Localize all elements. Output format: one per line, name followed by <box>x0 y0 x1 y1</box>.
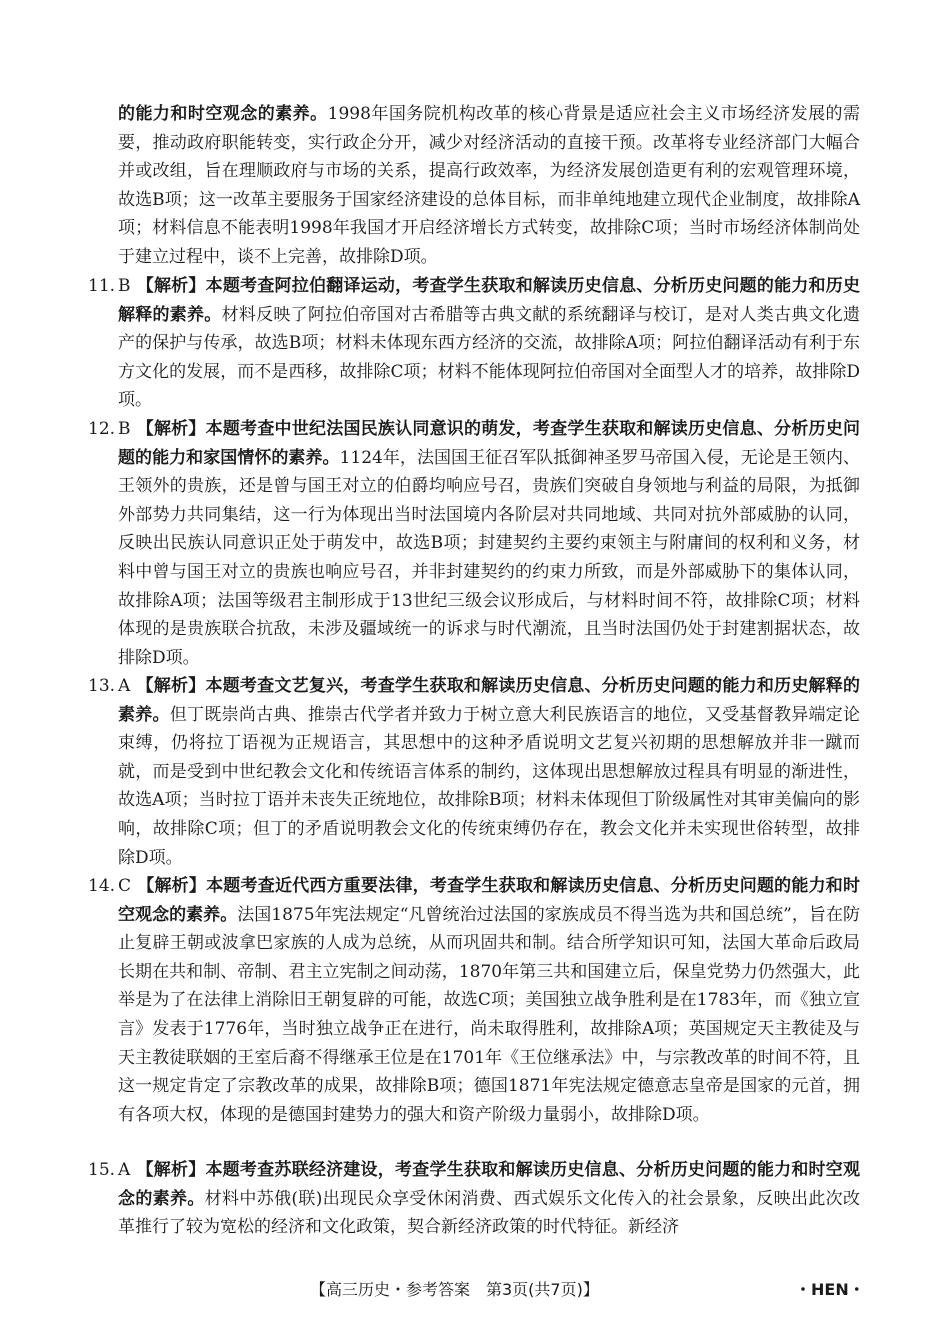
item-text: 材料中苏俄(联)出现民众享受休闲消费、西式娱乐文化传入的社会景象，反映出此次改革推行了较为宽松的经济和文化政策，契合新经济政策的时代特征。新经济 <box>118 1188 861 1238</box>
item-number: 14. <box>88 876 116 896</box>
item-text: 材料反映了阿拉伯帝国对古希腊等古典文献的系统翻译与校订，是对人类古典文化遗产的保护与传承，故选B项；材料未体现东西方经济的交流，故排除A项；阿拉伯翻译活动有利于东方文化的发展，而不是西移，故排除C项；材料不能体现阿拉伯帝国对全面型人才的培养，故排除D项。 <box>118 304 861 411</box>
intro-paragraph <box>118 100 860 272</box>
intro-text: 1998年国务院机构改革的核心背景是适应社会主义市场经济发展的需要，推动政府职能转变，实行政企分开，减少对经济活动的直接干预。改革将专业经济部门大幅合并或改组，旨在理顺政府与市场的关系，提高行政效率，为经济发展创造更有利的宏观管理环境，故选B项；这一改革主要服务于国家经济建设的总体目标，而非单纯地建立现代企业制度，故排除A项；材料信息不能表明1998年我国才开启经济增长方式转变，故排除C项；当时市场经济体制尚处于建立过程中，谈不上完善，故排除D项。 <box>118 104 861 267</box>
item-answer: B <box>118 276 131 296</box>
item-answer: C <box>118 876 132 896</box>
item-number: 13. <box>88 676 116 696</box>
answer-item-12 <box>88 415 860 672</box>
item-answer: B <box>118 419 131 439</box>
item-lead: 本题考查阿拉伯翻译运动，考查学生获取和解读历史信息、分析历史问题的能力和历史解释的素养。 <box>118 276 861 325</box>
intro-lead: 的能力和时空观念的素养。 <box>118 104 328 124</box>
item-lead: 本题考查苏联经济建设，考查学生获取和解读历史信息、分析历史问题的能力和时空观念的素养。 <box>118 1160 861 1209</box>
analysis-tag: 【解析】 <box>136 419 206 439</box>
item-number: 11. <box>88 276 116 296</box>
footer-page-info: 【高三历史・参考答案 第3页(共7页)】 <box>310 1280 599 1299</box>
item-lead: 本题考查中世纪法国民族认同意识的萌发，考查学生获取和解读历史信息、分析历史问题的能力和家国情怀的素养。 <box>118 419 861 468</box>
analysis-tag: 【解析】 <box>136 276 206 296</box>
answer-item-14 <box>88 872 860 1129</box>
answer-item-11 <box>88 272 860 415</box>
page-footer <box>0 1277 950 1307</box>
item-text: 法国1875年宪法规定“凡曾统治过法国的家族成员不得当选为共和国总统”，旨在防止复辟王朝或波拿巴家族的人成为总统，从而巩固共和制。结合所学知识可知，法国大革命后政局长期在共和制、帝制、君主立宪制之间动荡，1870年第三共和国建立后，保皇党势力仍然强大，此举是为了在法律上消除旧王朝复辟的可能，故选C项；美国独立战争胜利是在1783年，而《独立宣言》发表于1776年，当时独立战争正在进行，尚未取得胜利，故排除A项；英国规定天主教徒及与天主教徒联姻的王室后裔不得继承王位是在1701年《王位继承法》中，与宗教改革的时间不符，且这一规定肯定了宗教改革的成果，故排除B项；德国1871年宪法规定德意志皇帝是国家的元首，拥有各项大权，体现的是德国封建势力的强大和资产阶级力量弱小，故排除D项。 <box>118 904 860 1125</box>
item-text: 1124年，法国国王征召军队抵御神圣罗马帝国入侵，无论是王领内、王领外的贵族，还是曾与国王对立的伯爵均响应号召，贵族们突破自身领地与利益的局限，为抵御外部势力共同集结，这一行为体现出当时法国境内各阶层对共同地域、共同对抗外部威胁的认同，反映出民族认同意识正处于萌发中，故选B项；封建契约主要约束领主与附庸间的权利和义务，材料中曾与国王对立的贵族也响应号召，并非封建契约的约束力所致，而是外部威胁下的集体认同，故排除A项；法国等级君主制形成于13世纪三级会议形成后，与材料时间不符，故排除C项；材料体现的是贵族联合抗敌，未涉及疆域统一的诉求与时代潮流，且当时法国仍处于封建割据状态，故排除D项。 <box>118 447 861 668</box>
item-text: 但丁既崇尚古典、推崇古代学者并致力于树立意大利民族语言的地位，又受基督教异端定论束缚，仍将拉丁语视为正规语言，其思想中的这种矛盾说明文艺复兴初期的思想解放并非一蹴而就，而是受到中世纪教会文化和传统语言体系的制约，这体现出思想解放过程具有明显的渐进性，故选A项；当时拉丁语并未丧失正统地位，故排除B项；材料未体现但丁阶级属性对其审美偏向的影响，故排除C项；但丁的矛盾说明教会文化的传统束缚仍存在，教会文化并未实现世俗转型，故排除D项。 <box>118 704 861 868</box>
item-lead: 本题考查文艺复兴，考查学生获取和解读历史信息、分析历史问题的能力和历史解释的素养。 <box>118 676 861 725</box>
analysis-tag: 【解析】 <box>137 876 207 896</box>
analysis-tag: 【解析】 <box>136 1160 206 1180</box>
item-answer: A <box>118 1160 131 1180</box>
answer-item-13 <box>88 672 860 872</box>
item-number: 12. <box>88 419 116 439</box>
item-answer: A <box>118 676 131 696</box>
item-lead: 本题考查近代西方重要法律，考查学生获取和解读历史信息、分析历史问题的能力和时空观念的素养。 <box>118 876 861 925</box>
answer-item-15 <box>88 1156 860 1242</box>
item-number: 15. <box>88 1160 116 1180</box>
footer-code: ・HEN・ <box>795 1280 865 1299</box>
analysis-tag: 【解析】 <box>136 676 206 696</box>
